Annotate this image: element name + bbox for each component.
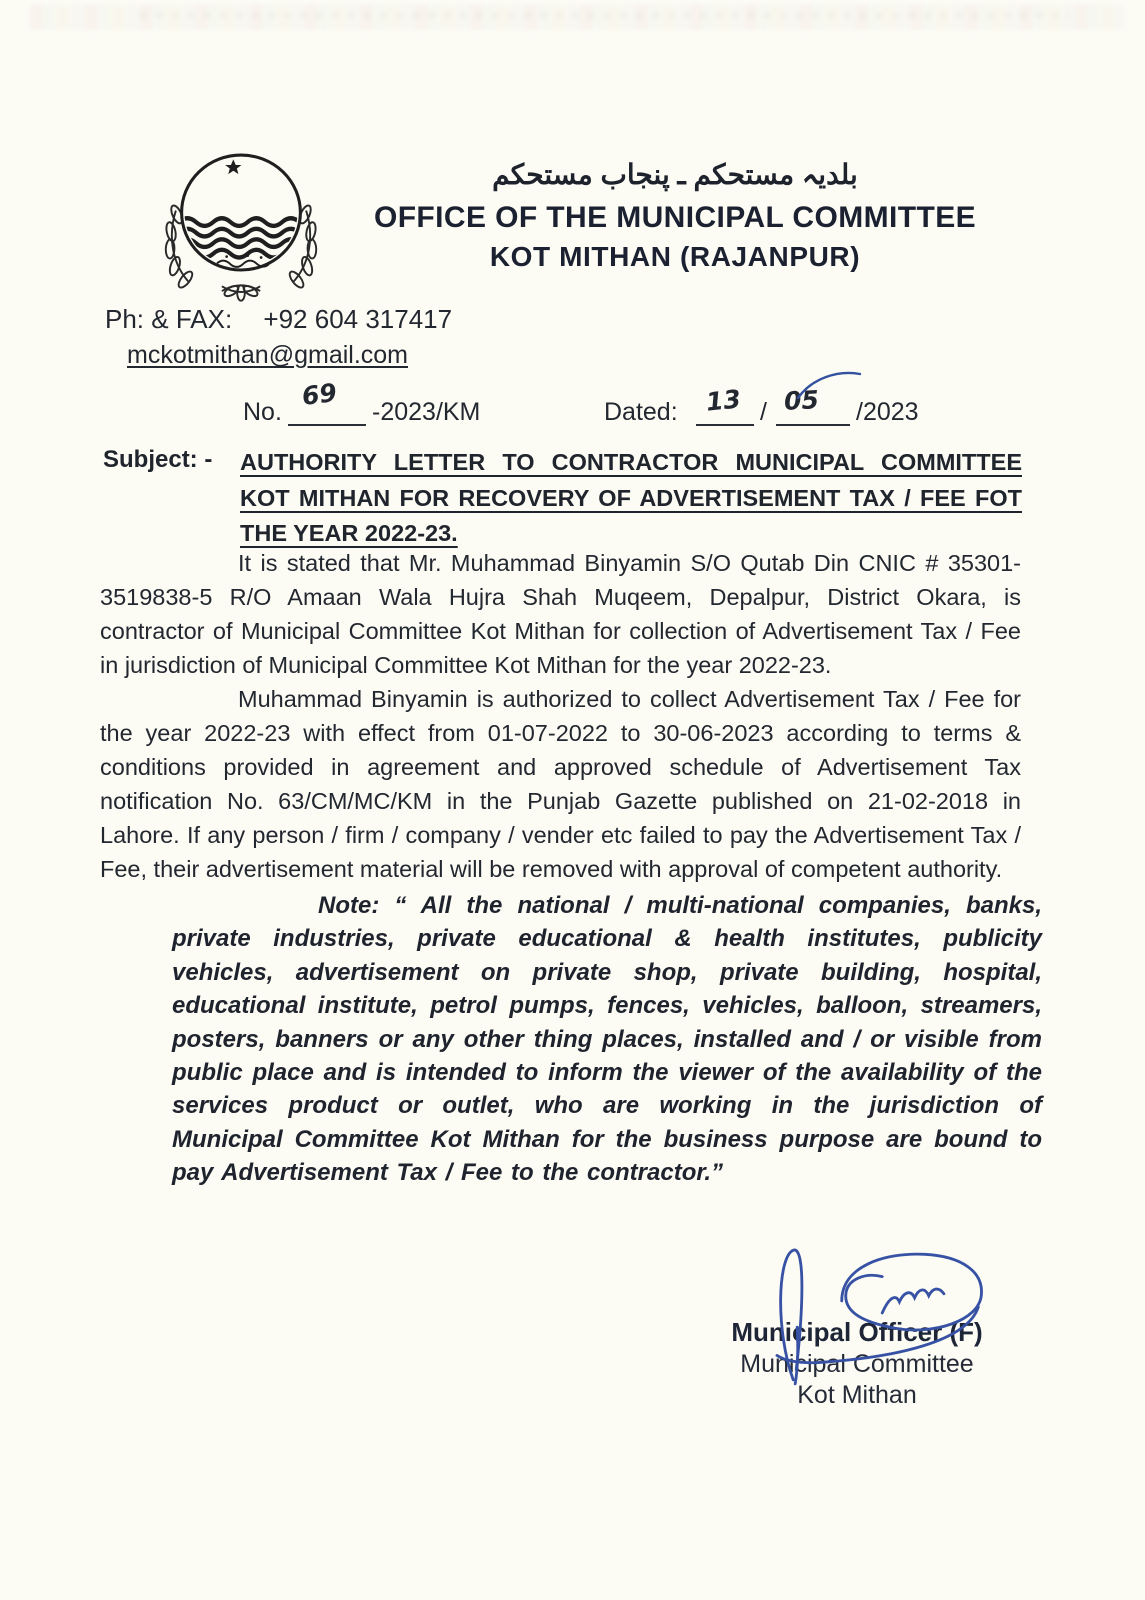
dated-day-blank — [696, 384, 754, 426]
scan-bleed-through-artifact — [30, 4, 1125, 30]
letterhead — [330, 156, 1020, 274]
letter-body — [100, 546, 1042, 1190]
signatory-place: Kot Mithan — [797, 1381, 917, 1409]
phone-label: Ph: & FAX: — [105, 304, 233, 334]
phone-number: +92 604 317417 — [263, 304, 453, 334]
signatory-title: Municipal Officer (F) — [731, 1317, 983, 1347]
ref-no-blank — [288, 377, 366, 426]
email-address: mckotmithan@gmail.com — [127, 341, 409, 369]
date-separator: / — [760, 398, 767, 426]
dated-label: Dated: — [604, 398, 678, 426]
body-paragraph-1: It is stated that Mr. Muhammad Binyamin S/O Qutab Din CNIC # 35301-3519838-5 R/O Amaan Wala Hujra Shah Muqeem, Depalpur, District Okara, is contractor of Municipal Committee Kot Mithan for collection of Advertisement Tax / Fee in jurisdiction of Municipal Committee Kot Mithan for the year 2022-23. — [100, 550, 1021, 678]
ref-no-suffix: -2023/KM — [372, 398, 481, 426]
dated-month-blank — [776, 385, 850, 426]
dated-day-handwritten: 13 — [704, 384, 743, 417]
body-paragraph-2: Muhammad Binyamin is authorized to collect Advertisement Tax / Fee for the year 2022-23 with effect from 01-07-2022 to 30-06-2023 according to terms & conditions provided in agreement and approved schedule of Advertisement Tax notification No. 63/CM/MC/KM in the Punjab Gazette published on 21-02-2018 in Lahore. If any person / firm / company / vender etc failed to pay the Advertisement Tax / Fee, their advertisement material will be removed with approval of competent authority. — [100, 686, 1021, 882]
note-paragraph: Note: “ All the national / multi-national companies, banks, private industries, private educational & health institutes, publicity vehicles, advertisement on private shop, private building, hospital, educational institute, petrol pumps, fences, vehicles, balloon, streamers, posters, banners or any other thing places, installed and / or visible from public place and is intended to inform the viewer of the availability of the services product or outlet, who are working in the jurisdiction of Municipal Committee Kot Mithan for the business purpose are bound to pay Advertisement Tax / Fee to the contractor.” — [172, 892, 1042, 1187]
office-title-line1: OFFICE OF THE MUNICIPAL COMMITTEE — [373, 201, 977, 234]
punjab-government-crest-icon — [150, 146, 332, 307]
subject-label: Subject: - — [103, 446, 213, 473]
signature-block — [712, 1316, 1002, 1411]
ref-no-label: No. — [243, 398, 282, 426]
ref-no-handwritten: 69 — [300, 377, 339, 412]
dated-year-suffix: /2023 — [856, 398, 919, 426]
phone-fax-line — [105, 304, 452, 335]
subject-text: AUTHORITY LETTER TO CONTRACTOR MUNICIPAL COMMITTEE KOT MITHAN FOR RECOVERY OF ADVERTISEMENT TAX / FEE FOT THE YEAR 2022-23. — [240, 449, 1022, 546]
urdu-motto: بلدیہ مستحکم ـ پنجاب مستحکم — [492, 159, 858, 190]
signatory-organization: Municipal Committee — [740, 1350, 974, 1378]
dated-month-handwritten: 05 — [783, 385, 820, 416]
office-title-line2: KOT MITHAN (RAJANPUR) — [489, 241, 861, 272]
